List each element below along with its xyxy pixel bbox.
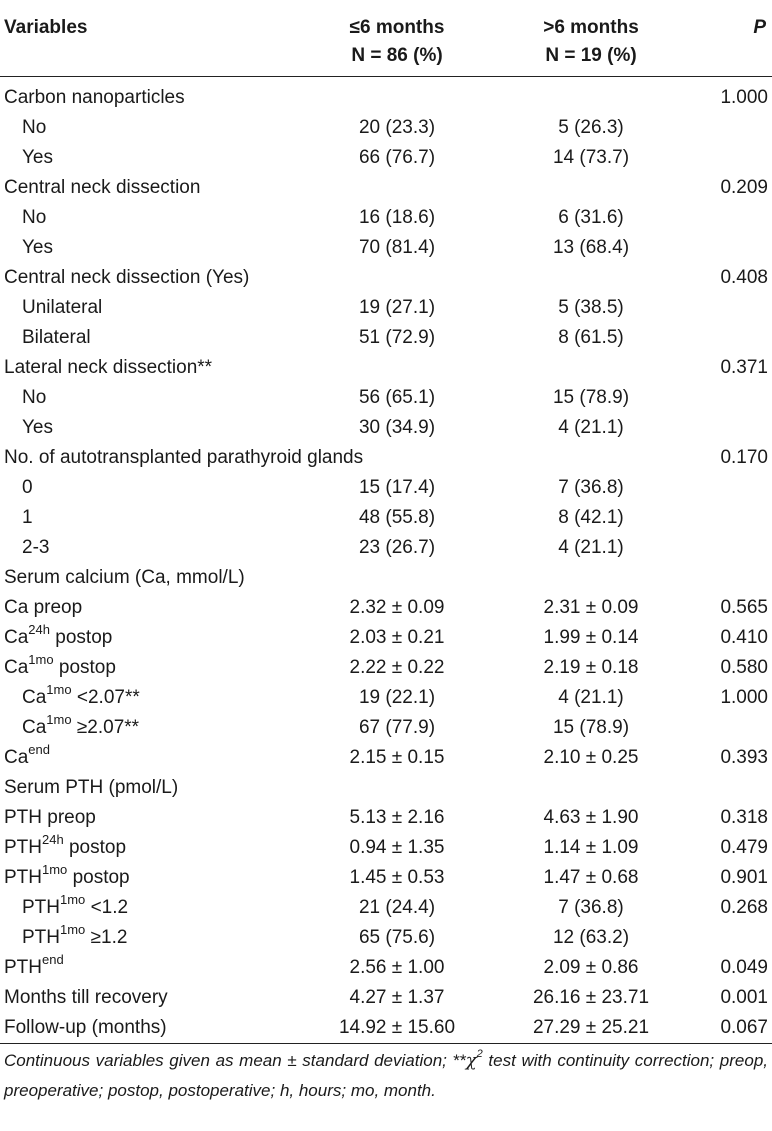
header-group-le6-n: N = 86 (%) — [351, 45, 443, 66]
row-label — [0, 893, 300, 923]
table-row — [0, 233, 772, 263]
table-row — [0, 623, 772, 653]
row-label-text: Ca — [22, 686, 47, 708]
row-label-superscript: 24h — [28, 622, 50, 638]
cell-p-value — [688, 533, 772, 563]
cell-p-value: 0.410 — [720, 626, 768, 648]
row-label-superscript: 1mo — [60, 922, 86, 938]
row-label-text: Carbon nanoparticles — [4, 86, 185, 108]
row-label — [0, 863, 300, 893]
row-label-text: Ca preop — [4, 596, 83, 618]
row-label — [0, 383, 300, 413]
row-label-superscript: end — [28, 742, 50, 758]
cell-gt6-months: 6 (31.6) — [558, 206, 624, 228]
table-row — [0, 473, 772, 503]
cell-p-value — [688, 563, 772, 593]
table-row — [0, 76, 772, 113]
row-label — [0, 983, 300, 1013]
table-row — [0, 893, 772, 923]
row-label — [0, 803, 300, 833]
cell-le6-months: 20 (23.3) — [358, 116, 436, 138]
table-body — [0, 76, 772, 1043]
cell-gt6-months: 2.09 ± 0.86 — [543, 956, 639, 978]
cell-le6-months — [300, 563, 494, 593]
cell-gt6-months — [494, 443, 688, 473]
row-label-text: No — [22, 206, 47, 228]
cell-le6-months: 48 (55.8) — [358, 506, 436, 528]
row-label-superscript: 1mo — [46, 712, 72, 728]
row-label-text: Unilateral — [22, 296, 103, 318]
table-row — [0, 713, 772, 743]
row-label-superscript: 1mo — [46, 682, 72, 698]
row-label-text: PTH — [4, 956, 42, 978]
cell-le6-months: 70 (81.4) — [358, 236, 436, 258]
row-label-suffix: ≥1.2 — [85, 926, 128, 948]
cell-le6-months: 23 (26.7) — [358, 536, 436, 558]
row-label-suffix: postop — [67, 866, 130, 888]
cell-le6-months: 2.15 ± 0.15 — [349, 746, 445, 768]
row-label-superscript: 24h — [42, 832, 64, 848]
cell-p-value — [688, 413, 772, 443]
row-label-suffix: ≥2.07** — [71, 716, 140, 738]
cell-le6-months: 14.92 ± 15.60 — [338, 1016, 456, 1038]
row-label — [0, 623, 300, 653]
row-label-text: Ca — [4, 656, 29, 678]
row-label — [0, 683, 300, 713]
cell-le6-months — [300, 353, 494, 383]
row-label — [0, 263, 300, 293]
row-label-text: Yes — [22, 236, 53, 258]
cell-le6-months: 19 (27.1) — [358, 296, 436, 318]
cell-p-value: 0.001 — [720, 986, 768, 1008]
cell-gt6-months: 8 (61.5) — [558, 326, 624, 348]
header-group-le6 — [300, 0, 494, 76]
cell-le6-months: 66 (76.7) — [358, 146, 436, 168]
row-label-text: PTH preop — [4, 806, 96, 828]
cell-gt6-months: 13 (68.4) — [552, 236, 630, 258]
table-row — [0, 1013, 772, 1044]
row-label — [0, 503, 300, 533]
cell-gt6-months — [494, 173, 688, 203]
cell-gt6-months: 15 (78.9) — [552, 716, 630, 738]
table-row — [0, 563, 772, 593]
row-label-text: Yes — [22, 146, 53, 168]
row-label-suffix: <1.2 — [85, 896, 129, 918]
row-label-text: PTH — [22, 926, 60, 948]
cell-gt6-months: 1.47 ± 0.68 — [543, 866, 639, 888]
table-row — [0, 293, 772, 323]
row-label — [0, 353, 300, 383]
row-label — [0, 593, 300, 623]
row-label — [0, 76, 300, 113]
cell-p-value — [688, 143, 772, 173]
cell-p-value: 0.067 — [720, 1016, 768, 1038]
cell-le6-months: 0.94 ± 1.35 — [349, 836, 445, 858]
table-row — [0, 803, 772, 833]
row-label-text: Central neck dissection — [4, 176, 201, 198]
cell-gt6-months: 5 (26.3) — [558, 116, 624, 138]
cell-le6-months — [300, 773, 494, 803]
header-p-value: P — [753, 17, 766, 38]
row-label-text: No — [22, 116, 47, 138]
table-row — [0, 743, 772, 773]
table-row — [0, 443, 772, 473]
row-label-superscript: 1mo — [42, 862, 68, 878]
row-label-text: 2-3 — [22, 536, 50, 558]
cell-le6-months: 19 (22.1) — [358, 686, 436, 708]
header-row — [0, 0, 772, 76]
table-row — [0, 833, 772, 863]
header-group-le6-label: ≤6 months — [349, 17, 445, 38]
table-footnote — [4, 1046, 768, 1106]
cell-gt6-months — [494, 563, 688, 593]
cell-le6-months — [300, 76, 494, 113]
cell-gt6-months: 26.16 ± 23.71 — [532, 986, 650, 1008]
cell-p-value: 0.408 — [720, 266, 768, 288]
table-row — [0, 353, 772, 383]
cell-le6-months: 2.03 ± 0.21 — [349, 626, 445, 648]
row-label — [0, 173, 300, 203]
row-label — [0, 563, 300, 593]
header-group-gt6 — [494, 0, 688, 76]
header-group-gt6-n: N = 19 (%) — [545, 45, 637, 66]
cell-p-value: 0.049 — [720, 956, 768, 978]
cell-le6-months: 2.56 ± 1.00 — [349, 956, 445, 978]
cell-p-value — [688, 713, 772, 743]
row-label-text: Months till recovery — [4, 986, 168, 1008]
table-row — [0, 203, 772, 233]
cell-p-value: 0.479 — [720, 836, 768, 858]
row-label — [0, 923, 300, 953]
row-label — [0, 413, 300, 443]
row-label-text: Lateral neck dissection** — [4, 356, 213, 378]
cell-gt6-months: 2.31 ± 0.09 — [543, 596, 639, 618]
row-label — [0, 833, 300, 863]
row-label-suffix: postop — [53, 656, 116, 678]
row-label — [0, 293, 300, 323]
row-label-text: Ca — [22, 716, 47, 738]
cell-p-value — [688, 503, 772, 533]
cell-p-value: 0.393 — [720, 746, 768, 768]
cell-p-value: 1.000 — [720, 686, 768, 708]
cell-le6-months: 30 (34.9) — [358, 416, 436, 438]
row-label — [0, 233, 300, 263]
row-label-superscript: 1mo — [28, 652, 54, 668]
cell-le6-months: 16 (18.6) — [358, 206, 436, 228]
cell-le6-months — [300, 263, 494, 293]
cell-p-value — [688, 923, 772, 953]
row-label — [0, 203, 300, 233]
table-row — [0, 413, 772, 443]
cell-le6-months: 5.13 ± 2.16 — [349, 806, 445, 828]
row-label-text: Serum PTH (pmol/L) — [4, 776, 179, 798]
row-label-suffix: <2.07** — [71, 686, 140, 708]
footnote-part2: test with continuity correction; preop, preoperative; postop, postoperative; h, hours; mo, month. — [4, 1051, 768, 1100]
cell-le6-months: 2.32 ± 0.09 — [349, 596, 445, 618]
table-row — [0, 263, 772, 293]
row-label-text: PTH — [4, 836, 42, 858]
table-row — [0, 653, 772, 683]
cell-gt6-months: 4 (21.1) — [558, 536, 624, 558]
cell-gt6-months: 4 (21.1) — [558, 686, 624, 708]
cell-p-value: 0.565 — [720, 596, 768, 618]
row-label-suffix: postop — [63, 836, 127, 858]
row-label-text: PTH — [4, 866, 42, 888]
row-label-suffix: postop — [50, 626, 113, 648]
row-label — [0, 143, 300, 173]
cell-le6-months: 51 (72.9) — [358, 326, 436, 348]
footnote-chi-symbol: χ — [465, 1050, 477, 1071]
header-group-gt6-label: >6 months — [543, 17, 639, 38]
row-label-text: Yes — [22, 416, 53, 438]
row-label — [0, 323, 300, 353]
row-label-text: 1 — [22, 506, 33, 528]
row-label-text: Ca — [4, 626, 29, 648]
row-label — [0, 713, 300, 743]
cell-p-value: 1.000 — [720, 86, 768, 108]
table-row — [0, 533, 772, 563]
row-label-text: PTH — [22, 896, 60, 918]
table-row — [0, 593, 772, 623]
cell-p-value — [688, 293, 772, 323]
cell-gt6-months: 12 (63.2) — [552, 926, 630, 948]
cell-gt6-months: 2.10 ± 0.25 — [543, 746, 639, 768]
row-label-text: Central neck dissection (Yes) — [4, 266, 250, 288]
row-label-text: Serum calcium (Ca, mmol/L) — [4, 566, 245, 588]
cell-p-value — [688, 383, 772, 413]
cell-p-value: 0.371 — [720, 356, 768, 378]
cell-p-value: 0.170 — [720, 446, 768, 468]
row-label — [0, 443, 364, 473]
table-row — [0, 983, 772, 1013]
cell-le6-months: 67 (77.9) — [358, 716, 436, 738]
table-row — [0, 323, 772, 353]
cell-gt6-months: 8 (42.1) — [558, 506, 624, 528]
table-row — [0, 143, 772, 173]
cell-le6-months: 4.27 ± 1.37 — [349, 986, 445, 1008]
cell-p-value: 0.268 — [720, 896, 768, 918]
cell-gt6-months: 4 (21.1) — [558, 416, 624, 438]
row-label — [0, 953, 300, 983]
cell-p-value: 0.209 — [720, 176, 768, 198]
cell-le6-months — [300, 173, 494, 203]
row-label — [0, 533, 300, 563]
cell-gt6-months: 14 (73.7) — [552, 146, 630, 168]
cell-le6-months: 15 (17.4) — [358, 476, 436, 498]
cell-p-value — [688, 773, 772, 803]
cell-gt6-months — [494, 353, 688, 383]
row-label-text: Bilateral — [22, 326, 91, 348]
cell-gt6-months — [494, 773, 688, 803]
table-row — [0, 683, 772, 713]
cell-gt6-months: 7 (36.8) — [558, 476, 624, 498]
row-label — [0, 653, 300, 683]
row-label-superscript: end — [42, 952, 64, 968]
cell-gt6-months: 1.99 ± 0.14 — [543, 626, 639, 648]
cell-p-value: 0.901 — [720, 866, 768, 888]
header-variables: Variables — [4, 17, 88, 38]
cell-p-value: 0.580 — [720, 656, 768, 678]
row-label-superscript: 1mo — [60, 892, 86, 908]
table-row — [0, 953, 772, 983]
cell-gt6-months: 7 (36.8) — [558, 896, 624, 918]
cell-p-value — [688, 203, 772, 233]
cell-le6-months: 56 (65.1) — [358, 386, 436, 408]
table-row — [0, 173, 772, 203]
cell-gt6-months — [494, 263, 688, 293]
cell-p-value — [688, 233, 772, 263]
cell-p-value: 0.318 — [720, 806, 768, 828]
row-label-text: No. of autotransplanted parathyroid glands — [4, 446, 364, 468]
row-label — [0, 1013, 300, 1044]
row-label — [0, 743, 300, 773]
table-row — [0, 503, 772, 533]
cell-gt6-months: 2.19 ± 0.18 — [543, 656, 639, 678]
table-row — [0, 863, 772, 893]
cell-gt6-months: 5 (38.5) — [558, 296, 624, 318]
footnote-chi-superscript: 2 — [476, 1048, 483, 1061]
cell-p-value — [688, 473, 772, 503]
cell-le6-months: 2.22 ± 0.22 — [349, 656, 445, 678]
cell-gt6-months: 4.63 ± 1.90 — [543, 806, 639, 828]
cell-gt6-months: 15 (78.9) — [552, 386, 630, 408]
cell-p-value — [688, 113, 772, 143]
row-label-text: No — [22, 386, 47, 408]
cell-le6-months: 65 (75.6) — [358, 926, 436, 948]
row-label — [0, 113, 300, 143]
cell-le6-months: 1.45 ± 0.53 — [349, 866, 445, 888]
row-label-text: Ca — [4, 746, 29, 768]
table-row — [0, 383, 772, 413]
row-label — [0, 473, 300, 503]
footnote-part1: Continuous variables given as mean ± standard deviation; ** — [4, 1051, 466, 1070]
row-label-text: 0 — [22, 476, 33, 498]
row-label-text: Follow-up (months) — [4, 1016, 167, 1038]
table-row — [0, 773, 772, 803]
cell-p-value — [688, 323, 772, 353]
cell-gt6-months: 1.14 ± 1.09 — [543, 836, 639, 858]
table-row — [0, 113, 772, 143]
row-label — [0, 773, 300, 803]
cell-gt6-months: 27.29 ± 25.21 — [532, 1016, 650, 1038]
table-row — [0, 923, 772, 953]
cell-le6-months: 21 (24.4) — [358, 896, 436, 918]
cell-gt6-months — [494, 76, 688, 113]
